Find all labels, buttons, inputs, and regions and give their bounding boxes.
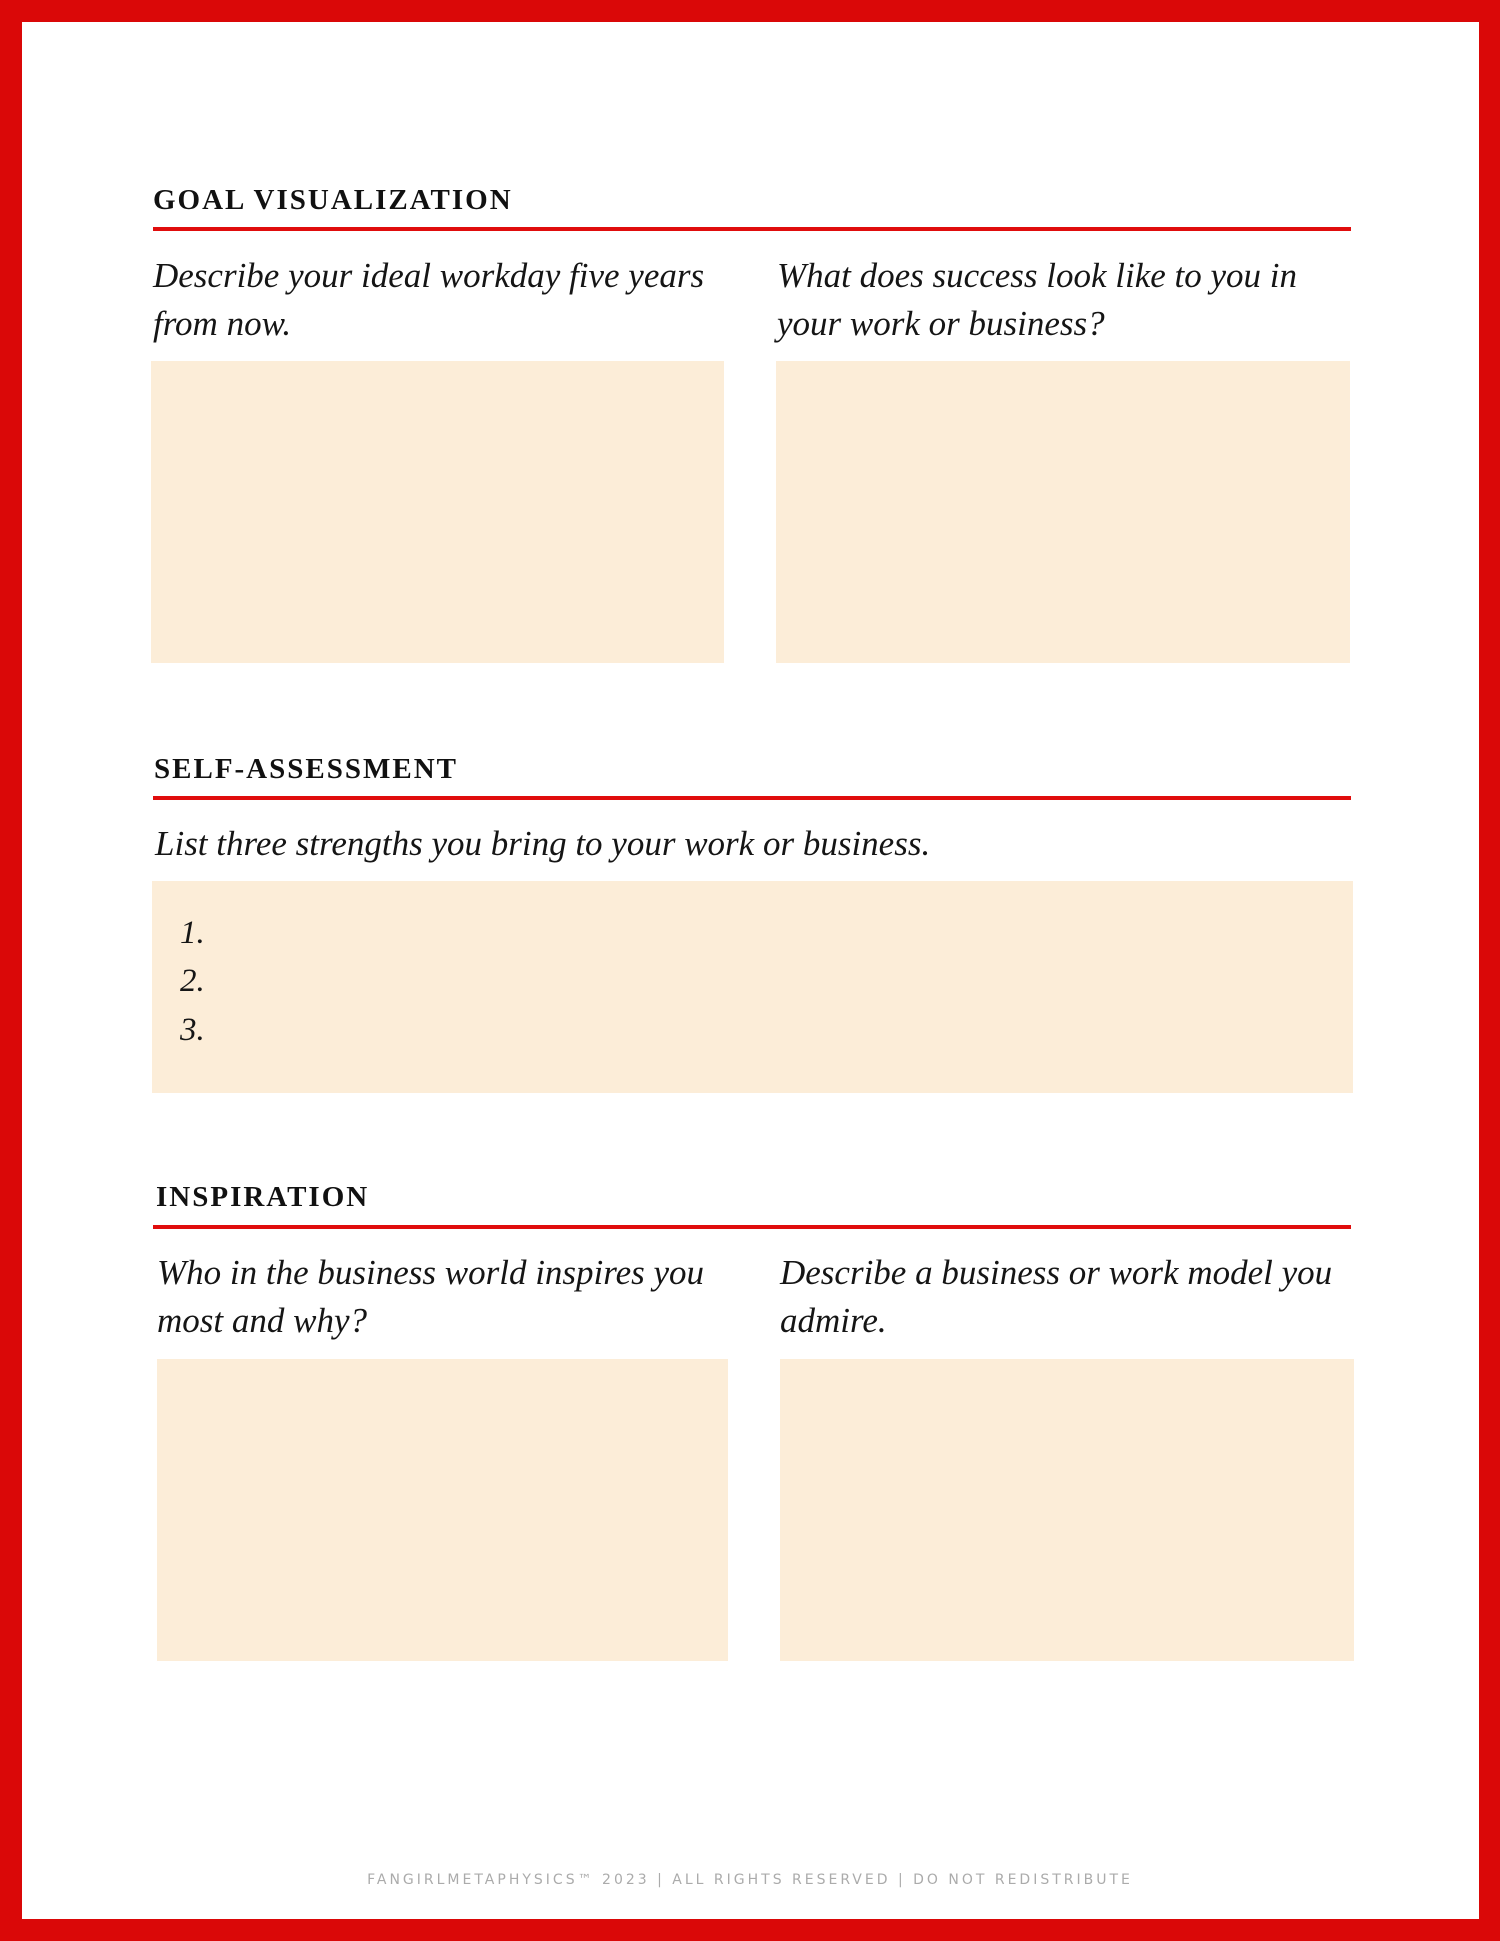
section-divider	[153, 227, 1351, 231]
prompt-inspires-you: Who in the business world inspires you most and why?	[157, 1253, 705, 1340]
list-item-2: 2.	[180, 963, 205, 999]
answer-box-inspires-you[interactable]	[157, 1359, 728, 1661]
section-divider	[153, 1225, 1351, 1229]
section-title-inspiration: INSPIRATION	[156, 1181, 370, 1213]
answer-box-success[interactable]	[776, 361, 1350, 663]
list-item-1: 1.	[180, 915, 205, 951]
answer-box-strengths[interactable]	[152, 881, 1353, 1093]
answer-box-ideal-workday[interactable]	[151, 361, 724, 663]
section-divider	[153, 796, 1351, 800]
prompt-strengths: List three strengths you bring to your work or business.	[155, 824, 931, 863]
prompt-ideal-workday: Describe your ideal workday five years from now.	[153, 256, 705, 343]
section-title-self-assessment: SELF-ASSESSMENT	[154, 753, 458, 785]
section-title-goal-visualization: GOAL VISUALIZATION	[153, 184, 513, 216]
footer-copyright: FANGIRLMETAPHYSICS™ 2023 | ALL RIGHTS RESERVED | DO NOT REDISTRIBUTE	[367, 1872, 1133, 1888]
prompt-success: What does success look like to you in your work or business?	[777, 256, 1298, 343]
list-item-3: 3.	[180, 1012, 205, 1048]
answer-box-business-model[interactable]	[780, 1359, 1354, 1661]
prompt-business-model: Describe a business or work model you admire.	[780, 1253, 1333, 1340]
